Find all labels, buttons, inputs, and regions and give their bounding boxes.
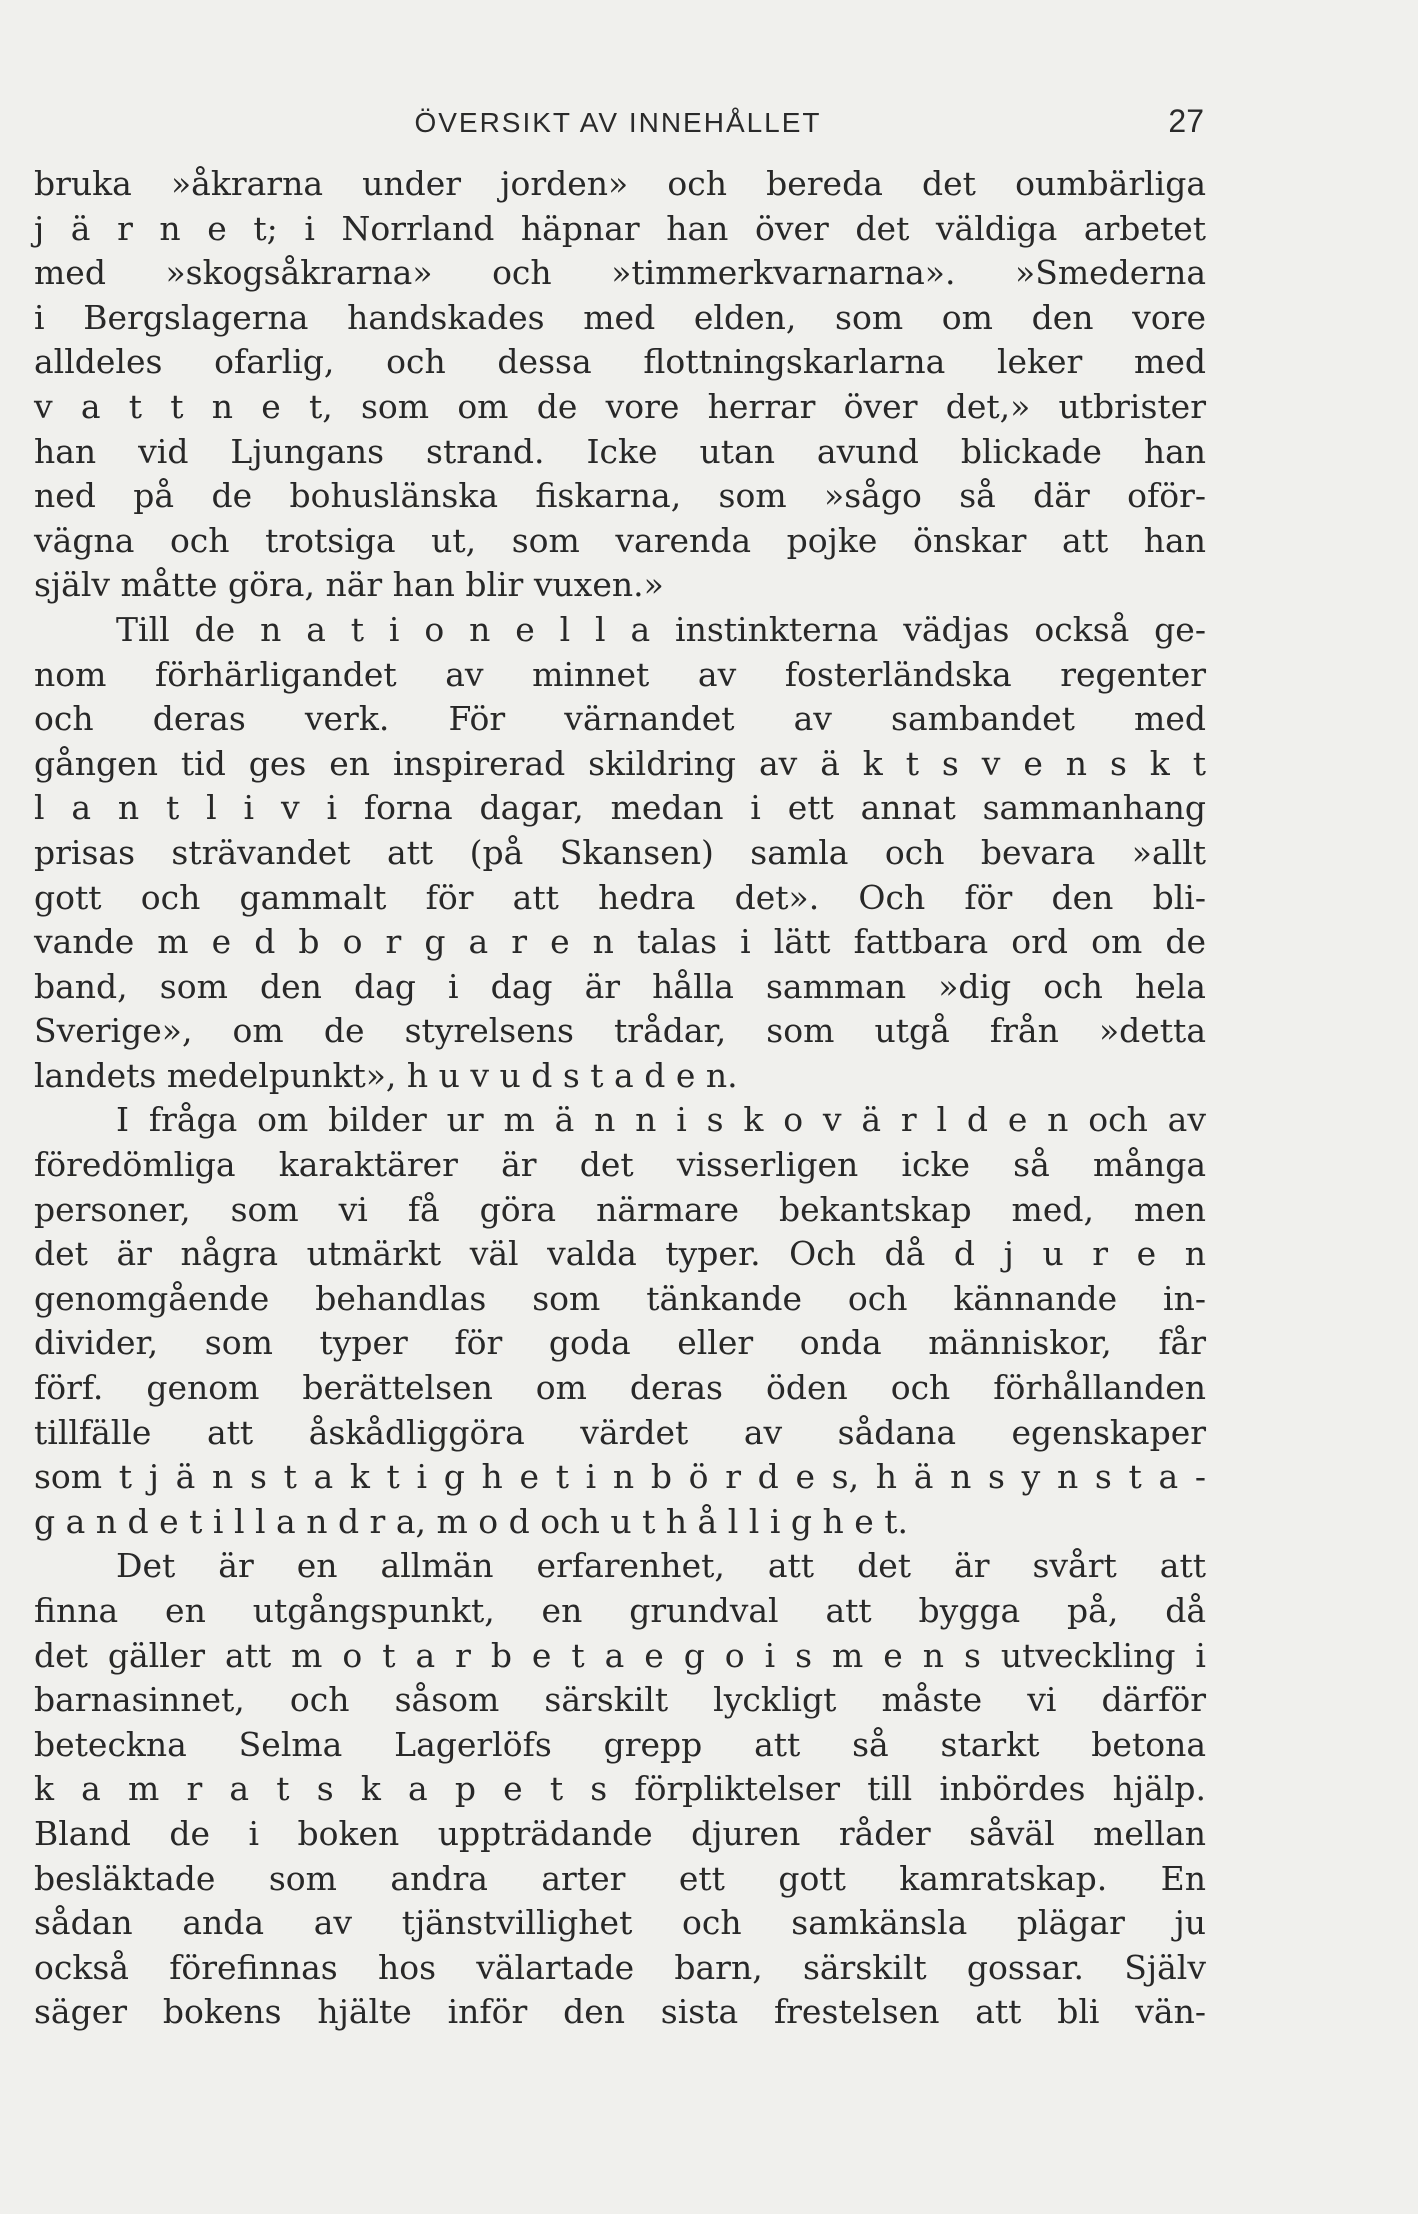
text-line: barnasinnet, och såsom särskilt lyckligt måste vi därför [34, 1680, 1206, 1720]
text-line: tillfälle att åskådliggöra värdet av sådana egenskaper [34, 1412, 1206, 1452]
text-line: vägna och trotsiga ut, som varenda pojke önskar att han [34, 520, 1206, 560]
text-line: j ä r n e t; i Norrland häpnar han över det väldiga arbetet [34, 208, 1206, 248]
text-line: prisas strävandet att (på Skansen) samla och bevara »allt [34, 832, 1206, 872]
text-line: divider, som typer för goda eller onda människor, får [34, 1323, 1206, 1363]
text-line: nom förhärligandet av minnet av fosterländska regenter [34, 654, 1206, 694]
text-line: g a n d e t i l l a n d r a, m o d och u t h å l l i g h e t. [34, 1501, 908, 1541]
running-head [32, 103, 1204, 145]
text-line: också förefinnas hos välartade barn, särskilt gossar. Själv [34, 1947, 1206, 1987]
body-text [34, 162, 1206, 2035]
page-number: 27 [1168, 103, 1204, 139]
text-line: som t j ä n s t a k t i g h e t i n b ö r d e s, h ä n s y n s t a - [34, 1457, 1206, 1497]
running-head-title: ÖVERSIKT AV INNEHÅLLET [414, 107, 822, 138]
text-line: personer, som vi få göra närmare bekantskap med, men [34, 1189, 1206, 1229]
text-line: med »skogsåkrarna» och »timmerkvarnarna». »Smederna [34, 253, 1206, 293]
text-line: band, som den dag i dag är hålla samman »dig och hela [34, 966, 1206, 1006]
text-line: Till de n a t i o n e l l a instinkterna vädjas också ge- [116, 609, 1206, 649]
text-line: föredömliga karaktärer är det visserligen icke så många [34, 1145, 1206, 1185]
text-line: landets medelpunkt», h u v u d s t a d e n. [34, 1055, 738, 1095]
text-line: och deras verk. För värnandet av sambandet med [34, 699, 1206, 739]
text-line: I fråga om bilder ur m ä n n i s k o v ä r l d e n och av [116, 1100, 1206, 1140]
text-line: besläktade som andra arter ett gott kamratskap. En [34, 1858, 1206, 1898]
text-line: vande m e d b o r g a r e n talas i lätt fattbara ord om de [34, 922, 1206, 962]
text-line: k a m r a t s k a p e t s förpliktelser till inbördes hjälp. [34, 1769, 1206, 1809]
text-line: i Bergslagerna handskades med elden, som om den vore [34, 297, 1206, 337]
text-line: alldeles ofarlig, och dessa flottningskarlarna leker med [34, 342, 1206, 382]
text-line: finna en utgångspunkt, en grundval att bygga på, då [34, 1591, 1206, 1630]
text-line: genomgående behandlas som tänkande och kännande in- [34, 1278, 1206, 1318]
text-line: Sverige», om de styrelsens trådar, som utgå från »detta [34, 1011, 1206, 1051]
text-line: det gäller att m o t a r b e t a e g o i s m e n s utveckling i [34, 1635, 1206, 1675]
text-line: själv måtte göra, när han blir vuxen.» [34, 565, 664, 605]
text-line: Det är en allmän erfarenhet, att det är svårt att [116, 1546, 1206, 1586]
text-line: förf. genom berättelsen om deras öden och förhållanden [34, 1368, 1206, 1408]
text-line: beteckna Selma Lagerlöfs grepp att så starkt betona [34, 1724, 1206, 1764]
text-line: bruka »åkrarna under jorden» och bereda det oumbärliga [34, 164, 1206, 203]
text-line: sådan anda av tjänstvillighet och samkänsla plägar ju [34, 1903, 1206, 1943]
text-line: l a n t l i v i forna dagar, medan i ett annat sammanhang [34, 788, 1206, 828]
text-line: gången tid ges en inspirerad skildring av ä k t s v e n s k t [34, 743, 1206, 783]
text-line: han vid Ljungans strand. Icke utan avund blickade han [34, 431, 1206, 471]
text-line: v a t t n e t, som om de vore herrar över det,» utbrister [34, 386, 1206, 426]
text-line: Bland de i boken uppträdande djuren råder såväl mellan [34, 1813, 1206, 1853]
text-line: säger bokens hjälte inför den sista frestelsen att bli vän- [34, 1992, 1206, 2032]
text-line: det är några utmärkt väl valda typer. Och då d j u r e n [34, 1234, 1206, 1274]
text-line: gott och gammalt för att hedra det». Och för den bli- [34, 877, 1206, 917]
text-line: ned på de bohuslänska fiskarna, som »sågo så där oför- [34, 476, 1206, 516]
